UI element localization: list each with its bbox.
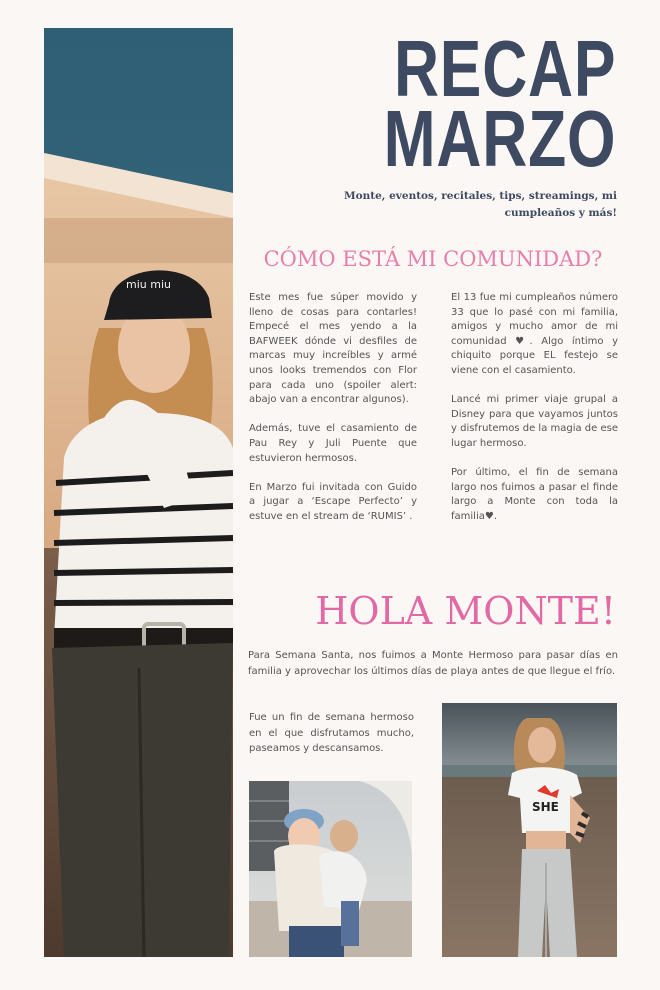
page-title [383, 24, 616, 183]
cap-logo-text: miu miu [126, 278, 171, 291]
right-text-column [451, 291, 618, 539]
paragraph: Este mes fue súper movido y lleno de cosas para contarles! Empecé el mes yendo a la BAFWEEK dónde vi desfiles de marcas muy increíbles y armé unos looks tremendos con Flor para cada uno (spoiler alert: abajo van a encontrar algunos). [249, 292, 417, 406]
section-heading-monte: HOLA MONTE! [315, 589, 616, 633]
shirt-print-text: SHE [532, 800, 559, 814]
family-photo [249, 781, 412, 957]
paragraph: Además, tuve el casamiento de Pau Rey y Juli Puente que estuvieron hermosos. [249, 423, 417, 464]
monte-side-text: Fue un fin de semana hermoso en el que disfrutamos mucho, paseamos y descansamos. [249, 712, 414, 754]
page-subtitle: Monte, eventos, recitales, tips, streamings, mi cumpleaños y más! [344, 190, 617, 219]
beach-photo [442, 703, 617, 957]
left-text-column [249, 291, 417, 539]
paragraph: El 13 fue mi cumpleaños número 33 que lo pasé con mi familia, amigos y mucho amor de mi comunidad ♥. Algo íntimo y chiquito porque EL festejo se viene con el casamiento. [451, 292, 618, 376]
paragraph: Lancé mi primer viaje grupal a Disney para que vayamos juntos y disfrutemos de la magia de ese lugar hermoso. [451, 394, 618, 449]
monte-intro-text: Para Semana Santa, nos fuimos a Monte Hermoso para pasar días en familia y aprovechar los últimos días de playa antes de que llegue el frío. [248, 650, 618, 677]
paragraph: Por último, el fin de semana largo nos fuimos a pasar el finde largo a Monte con toda la familia♥. [451, 467, 618, 522]
main-photo [44, 28, 233, 957]
title-line-2: MARZO [383, 94, 616, 183]
section-heading-comunidad: CÓMO ESTÁ MI COMUNIDAD? [263, 247, 603, 271]
paragraph: En Marzo fui invitada con Guido a jugar a ‘Escape Perfecto’ y estuve en el stream de ‘RUMIS’ . [249, 481, 417, 522]
title-line-1: RECAP [393, 24, 616, 113]
